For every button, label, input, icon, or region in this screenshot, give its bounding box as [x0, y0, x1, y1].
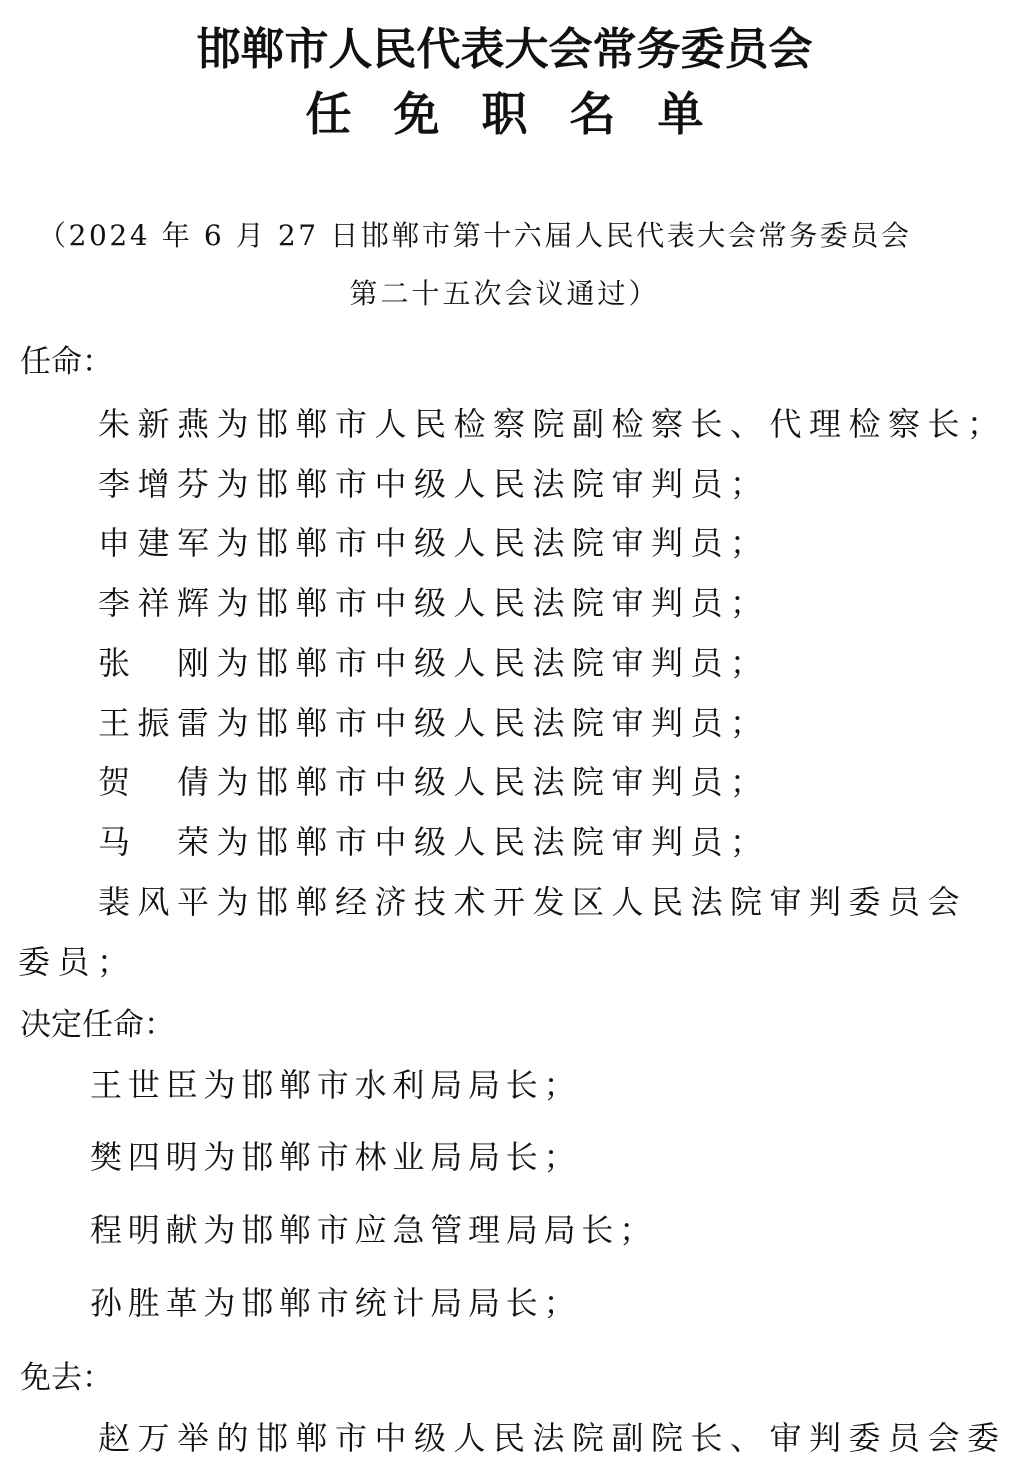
- section-heading-remove: 免去：: [20, 1360, 113, 1396]
- decision-item: 孙胜革为邯郸市统计局局长；: [90, 1284, 582, 1322]
- session-note-line-2: 第二十五次会议通过）: [349, 277, 660, 310]
- decision-item: 樊四明为邯郸市林业局局长；: [90, 1138, 582, 1176]
- section-heading-decide: 决定任命：: [20, 1007, 175, 1043]
- decision-item: 程明献为邯郸市应急管理局局长；: [90, 1211, 658, 1249]
- section-heading-appoint: 任命：: [20, 344, 113, 380]
- appointment-item-continuation: 委员；: [18, 943, 137, 981]
- appointment-item: 王振雷为邯郸市中级人民法院审判员；: [98, 704, 770, 742]
- appointment-item: 朱新燕为邯郸市人民检察院副检察长、代理检察长；: [98, 405, 1007, 443]
- appointment-item: 裴风平为邯郸经济技术开发区人民法院审判委员会: [98, 883, 968, 921]
- appointment-item: 申建军为邯郸市中级人民法院审判员；: [98, 524, 770, 562]
- document-title: 邯郸市人民代表大会常务委员会: [196, 24, 813, 75]
- removal-item: 赵万举的邯郸市中级人民法院副院长、审判委员会委: [98, 1419, 1007, 1457]
- appointment-item: 李增芬为邯郸市中级人民法院审判员；: [98, 465, 770, 503]
- appointment-item: 贺 倩为邯郸市中级人民法院审判员；: [98, 763, 770, 801]
- appointment-item: 马 荣为邯郸市中级人民法院审判员；: [98, 823, 770, 861]
- appointment-item: 李祥辉为邯郸市中级人民法院审判员；: [98, 584, 770, 622]
- appointment-item: 张 刚为邯郸市中级人民法院审判员；: [98, 644, 770, 682]
- decision-item: 王世臣为邯郸市水利局局长；: [90, 1066, 582, 1104]
- document-subtitle: 任免职名单: [305, 87, 746, 141]
- session-note-line-1: （2024 年 6 月 27 日邯郸市第十六届人民代表大会常务委员会: [38, 219, 912, 252]
